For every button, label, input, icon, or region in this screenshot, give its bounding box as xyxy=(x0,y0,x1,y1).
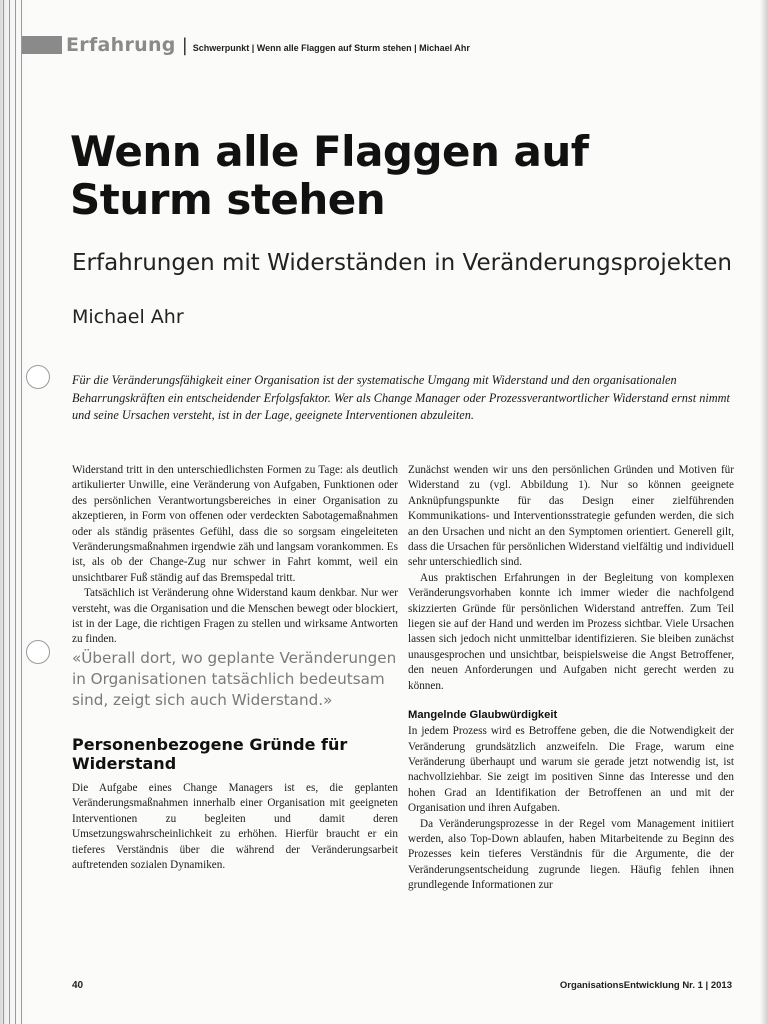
page-right-edge xyxy=(760,0,768,1024)
page-edge-line xyxy=(9,0,10,1024)
article-lead: Für die Veränderungsfähigkeit einer Organisation ist der systematische Umgang mit Widerstand und den organisationalen Beharrungskräften ein entscheidender Erfolgsfaktor. Wer als Change Manager oder Prozessverantwortlicher Widerstand ernst nimmt und seine Ursachen versteht, ist in der Lage, geeignete Interventionen abzuleiten. xyxy=(72,373,730,422)
running-header xyxy=(66,34,470,58)
body-paragraph: Tatsächlich ist Veränderung ohne Widerstand kaum denkbar. Nur wer versteht, was die Organisation und die Menschen bewegt oder blockiert, ist in der Lage, die richtigen Fragen zu stellen und wirksame Antworten zu finden. xyxy=(72,587,398,646)
page-number: 40 xyxy=(72,980,84,991)
page-edge-line xyxy=(15,0,16,1024)
section-label: Erfahrung xyxy=(66,34,176,56)
right-column xyxy=(408,463,734,894)
page-edge-line xyxy=(3,0,4,1024)
body-paragraph: Widerstand tritt in den unterschiedlichsten Formen zu Tage: als deutlich artikulierter Unwille, eine Veränderung von Aufgaben, Funktionen oder des persönlichen Verantwortungsbereiches in einer Organisation zu akzeptieren, in Form von offenen oder verdeckten Sabotagemaßnahmen oder als ständig präsentes Gefühl, dass die so sorgsam eingeleiteten Veränderungsmaßnahmen irgendwie zäh und langsam vorankommen. Es ist, als ob der Change-Zug nur schwer in Fahrt kommt, weil ein unsichtbarer Fuß ständig auf das Bremspedal tritt. xyxy=(72,464,398,584)
punch-hole xyxy=(26,640,50,664)
body-paragraph: Aus praktischen Erfahrungen in der Begleitung von komplexen Veränderungsvorhaben konnte ich immer wieder die nachfolgend skizzierten Gründe für persönlichen Widerstand antreffen. Zum Teil liegen sie auf der Hand und werden im Prozess sichtbar. Viele Ursachen lassen sich jedoch nicht unmittelbar identifizieren. Sie bleiben zunächst unausgesprochen und unsichtbar, beispielsweise die Angst Betroffener, den neuen Anforderungen und Aufgaben nicht gerecht werden zu können. xyxy=(408,571,734,692)
journal-name: OrganisationsEntwicklung Nr. 1 | 2013 xyxy=(559,980,732,991)
header-marker-bar xyxy=(22,36,62,54)
section-heading: Personenbezogene Gründe für Widerstand xyxy=(72,734,348,773)
article-subtitle: Erfahrungen mit Widerständen in Veränderungsprojekten xyxy=(72,250,732,276)
article-author: Michael Ahr xyxy=(72,306,184,328)
header-separator: | xyxy=(181,35,188,56)
article-title: Wenn alle Flaggen auf Sturm stehen xyxy=(70,127,589,224)
pull-quote: «Überall dort, wo geplante Veränderungen in Organisationen tatsächlich bedeutsam sind, zeigt sich auch Widerstand.» xyxy=(72,648,397,709)
header-breadcrumb: Schwerpunkt | Wenn alle Flaggen auf Sturm stehen | Michael Ahr xyxy=(192,43,470,53)
page-edge-line xyxy=(21,0,22,1024)
left-column xyxy=(72,463,398,873)
body-paragraph: Da Veränderungsprozesse in der Regel vom Management initiiert werden, also Top-Down ablaufen, haben Mitarbeitende zu Beginn des Prozesses kein tieferes Verständnis für die Argumente, die der Veränderungsentscheidung zugrunde liegen. Häufig fehlen ihnen grundlegende Informationen zur xyxy=(408,817,734,892)
body-paragraph: In jedem Prozess wird es Betroffene geben, die die Notwendigkeit der Veränderung grundsätzlich anzweifeln. Die Frage, warum eine Veränderung überhaupt und warum sie gerade jetzt notwendig ist, ist nachvollziehbar. Sie zeigt im positiven Sinne das Interesse und den hohen Grad an Identifikation der Betroffenen an und mit der Organisation und ihren Aufgaben. xyxy=(408,725,734,815)
subsection-heading: Mangelnde Glaubwürdigkeit xyxy=(408,709,558,722)
body-paragraph: Die Aufgabe eines Change Managers ist es, die geplanten Veränderungsmaßnahmen innerhalb einer Organisation mit geeigneten Interventionen zu begleiten und damit deren Umsetzungswahrscheinlichkeit zu erhöhen. Hierfür braucht er ein tieferes Verständnis über die während der Veränderungsarbeit auftretenden sozialen Dynamiken. xyxy=(72,781,398,871)
body-paragraph: Zunächst wenden wir uns den persönlichen Gründen und Motiven für Widerstand zu (vgl. Abbildung 1). Nur so können geeignete Anknüpfungspunkte für das Design einer zielführenden Kommunikations- und Interventionsstrategie gefunden werden, die sich an den Ursachen und nicht an den Symptomen orientiert. Generell gilt, dass die Ursachen für persönlichen Widerstand vielfältig und individuell sehr unterschiedlich sind. xyxy=(408,464,734,569)
punch-hole xyxy=(26,365,50,389)
